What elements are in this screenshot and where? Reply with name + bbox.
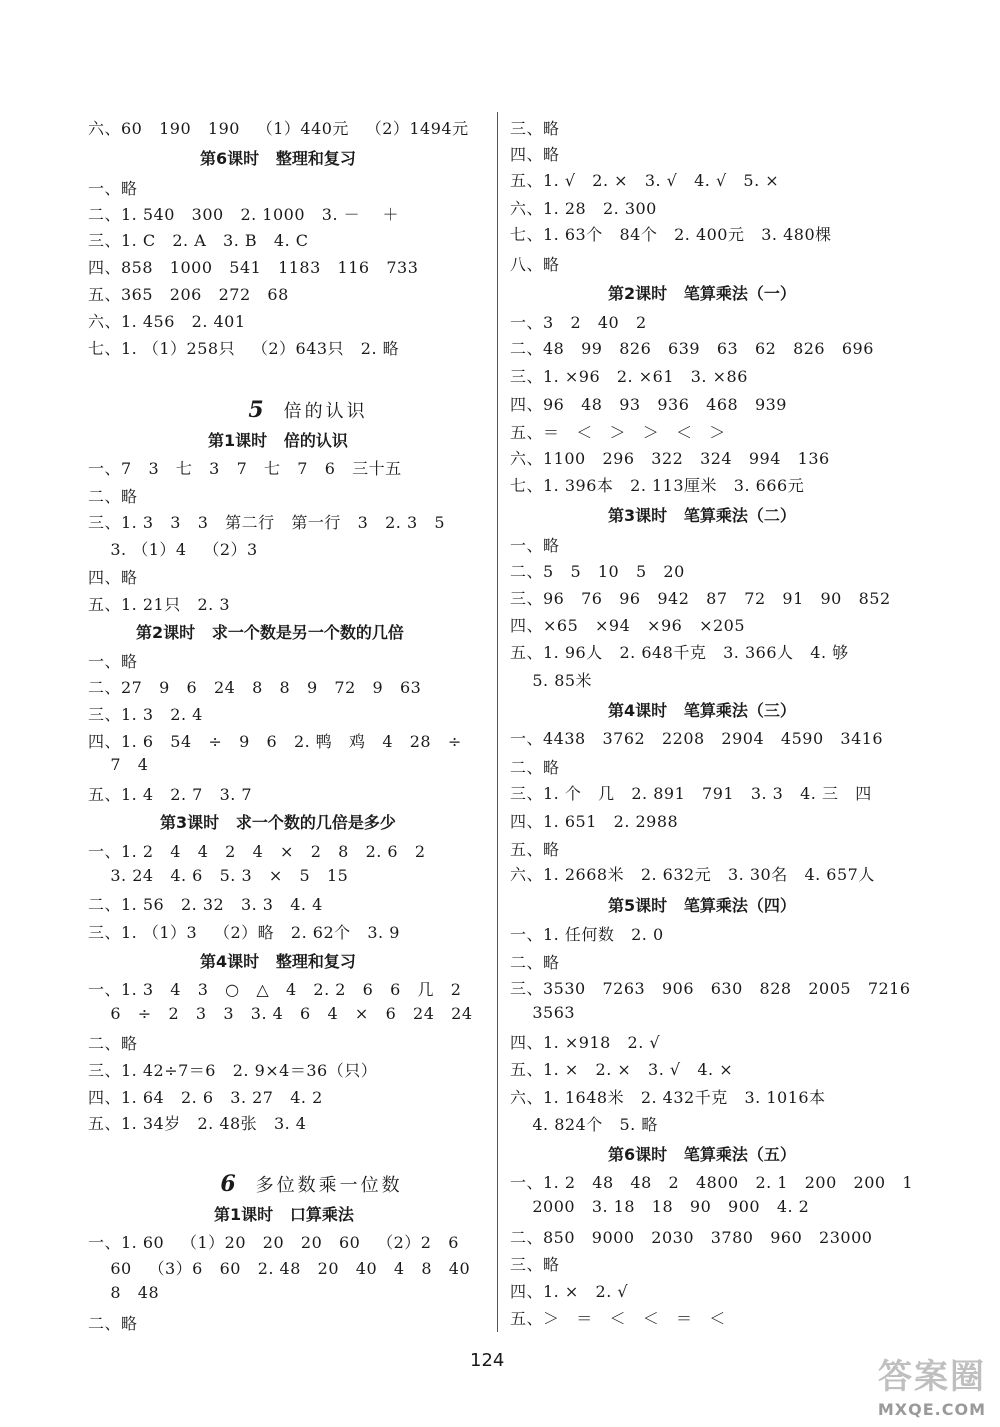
answer-line: 一、略 — [88, 179, 138, 198]
answer-line: 三、96 76 96 942 87 72 91 90 852 — [510, 589, 891, 608]
answer-line: 五、1. 21只 2. 3 — [88, 595, 231, 614]
answer-line: 一、略 — [510, 536, 560, 555]
answer-line: 五、1. 96人 2. 648千克 3. 366人 4. 够 — [510, 643, 849, 662]
answer-line: 五、1. 4 2. 7 3. 7 — [88, 785, 253, 804]
answer-line: 8 48 — [88, 1283, 160, 1302]
answer-line: 五、略 — [510, 840, 560, 859]
answer-line: 二、略 — [88, 1034, 138, 1053]
answer-line: 五、1. 34岁 2. 48张 3. 4 — [88, 1114, 307, 1133]
answer-line: 三、1. （1）3 （2）略 2. 62个 3. 9 — [88, 923, 400, 942]
answer-line: 60 （3）6 60 2. 48 20 40 4 8 40 — [88, 1259, 471, 1278]
answer-line: 五、1. √ 2. × 3. √ 4. √ 5. × — [510, 171, 780, 190]
answer-line: 二、略 — [88, 1314, 138, 1333]
answer-line: 二、1. 540 300 2. 1000 3. － ＋ — [88, 205, 399, 224]
answer-line: 6 ÷ 2 3 3 3. 4 6 4 × 6 24 24 — [88, 1004, 473, 1023]
answer-line: 三、1. ×96 2. ×61 3. ×86 — [510, 367, 748, 386]
chapter-number: 6 — [220, 1171, 236, 1197]
answer-line: 二、1. 56 2. 32 3. 3 4. 4 — [88, 895, 323, 914]
answer-line: 六、1100 296 322 324 994 136 — [510, 449, 830, 468]
answer-line: 五、1. × 2. × 3. √ 4. × — [510, 1060, 734, 1079]
lesson-heading: 第3课时 笔算乘法（二） — [608, 506, 796, 525]
watermark-logo-text: 答案圈 — [878, 1357, 986, 1397]
answer-line: 5. 85米 — [510, 671, 593, 690]
answer-line: 二、略 — [510, 758, 560, 777]
answer-line: 四、1. 651 2. 2988 — [510, 812, 679, 831]
answer-line: 四、×65 ×94 ×96 ×205 — [510, 616, 746, 635]
chapter-title: 倍的认识 — [283, 401, 368, 422]
answer-line: 六、60 190 190 （1）440元 （2）1494元 — [88, 119, 469, 138]
answer-line: 三、1. 3 2. 4 — [88, 705, 203, 724]
watermark — [830, 1349, 990, 1419]
answer-line: 一、1. 任何数 2. 0 — [510, 925, 664, 944]
answer-line: 三、略 — [510, 1255, 560, 1274]
lesson-heading: 第4课时 笔算乘法（三） — [608, 701, 796, 720]
lesson-heading: 第1课时 倍的认识 — [208, 431, 348, 450]
answer-line: 七、1. 63个 84个 2. 400元 3. 480棵 — [510, 225, 832, 244]
answer-line: 二、略 — [88, 487, 138, 506]
lesson-heading: 第3课时 求一个数的几倍是多少 — [160, 813, 396, 832]
answer-line: 四、1. 6 54 ÷ 9 6 2. 鸭 鸡 4 28 ÷ — [88, 732, 462, 751]
answer-line: 四、略 — [510, 145, 560, 164]
answer-line: 四、1. ×918 2. √ — [510, 1033, 661, 1052]
page-number: 124 — [470, 1350, 505, 1371]
answer-line: 4. 824个 5. 略 — [510, 1115, 658, 1134]
answer-line: 一、4438 3762 2208 2904 4590 3416 — [510, 729, 884, 748]
answer-line: 一、3 2 40 2 — [510, 313, 647, 332]
answer-line: 二、850 9000 2030 3780 960 23000 — [510, 1228, 873, 1247]
answer-line: 五、＞ ＝ ＜ ＜ ＝ ＜ — [510, 1309, 726, 1328]
answer-line: 一、1. 3 4 3 ○ △ 4 2. 2 6 6 几 2 — [88, 980, 462, 999]
answer-line: 3. （1）4 （2）3 — [88, 540, 258, 559]
chapter-title: 多位数乘一位数 — [255, 1175, 403, 1196]
answer-line: 一、1. 60 （1）20 20 20 60 （2）2 6 — [88, 1233, 459, 1252]
lesson-heading: 第4课时 整理和复习 — [200, 952, 356, 971]
answer-line: 六、1. 2668米 2. 632元 3. 30名 4. 657人 — [510, 865, 875, 884]
answer-line: 二、48 99 826 639 63 62 826 696 — [510, 339, 874, 358]
watermark-url: MXQE.COM — [877, 1400, 986, 1419]
answer-line: 7 4 — [88, 755, 149, 774]
answer-line: 二、略 — [510, 953, 560, 972]
answer-line: 七、1. （1）258只 （2）643只 2. 略 — [88, 339, 400, 358]
answer-line: 三、1. 42÷7＝6 2. 9×4＝36（只） — [88, 1061, 378, 1080]
answer-line: 四、96 48 93 936 468 939 — [510, 395, 787, 414]
chapter-number: 5 — [248, 397, 264, 423]
answer-line: 一、1. 2 48 48 2 4800 2. 1 200 200 1 — [510, 1173, 914, 1192]
answer-line: 六、1. 456 2. 401 — [88, 312, 246, 331]
lesson-heading: 第2课时 笔算乘法（一） — [608, 284, 796, 303]
answer-line: 3. 24 4. 6 5. 3 × 5 15 — [88, 866, 349, 885]
answer-line: 四、1. 64 2. 6 3. 27 4. 2 — [88, 1088, 323, 1107]
answer-line: 三、3530 7263 906 630 828 2005 7216 — [510, 979, 911, 998]
answer-line: 一、略 — [88, 652, 138, 671]
lesson-heading: 第6课时 笔算乘法（五） — [608, 1145, 796, 1164]
answer-line: 七、1. 396本 2. 113厘米 3. 666元 — [510, 476, 805, 495]
answer-line: 三、1. 3 3 3 第二行 第一行 3 2. 3 5 — [88, 513, 446, 532]
answer-line: 五、＝ ＜ ＞ ＞ ＜ ＞ — [510, 423, 726, 442]
answer-line: 一、7 3 七 3 7 七 7 6 三十五 — [88, 459, 402, 478]
lesson-heading: 第1课时 口算乘法 — [214, 1205, 354, 1224]
answer-line: 四、1. × 2. √ — [510, 1282, 629, 1301]
answer-line: 二、5 5 10 5 20 — [510, 562, 685, 581]
answer-line: 四、略 — [88, 568, 138, 587]
lesson-heading: 第5课时 笔算乘法（四） — [608, 896, 796, 915]
column-divider — [497, 112, 498, 1332]
answer-line: 六、1. 28 2. 300 — [510, 199, 657, 218]
answer-line: 二、27 9 6 24 8 8 9 72 9 63 — [88, 678, 422, 697]
answer-line: 三、1. C 2. A 3. B 4. C — [88, 231, 309, 250]
answer-line: 3563 — [510, 1003, 576, 1022]
answer-line: 三、1. 个 几 2. 891 791 3. 3 4. 三 四 — [510, 784, 872, 803]
answer-line: 五、365 206 272 68 — [88, 285, 289, 304]
answer-line: 三、略 — [510, 119, 560, 138]
answer-line: 2000 3. 18 18 90 900 4. 2 — [510, 1197, 810, 1216]
lesson-heading: 第2课时 求一个数是另一个数的几倍 — [136, 623, 404, 642]
answer-line: 一、1. 2 4 4 2 4 × 2 8 2. 6 2 — [88, 842, 426, 861]
answer-line: 六、1. 1648米 2. 432千克 3. 1016本 — [510, 1088, 826, 1107]
answer-line: 八、略 — [510, 255, 560, 274]
answer-line: 四、858 1000 541 1183 116 733 — [88, 258, 419, 277]
lesson-heading: 第6课时 整理和复习 — [200, 149, 356, 168]
